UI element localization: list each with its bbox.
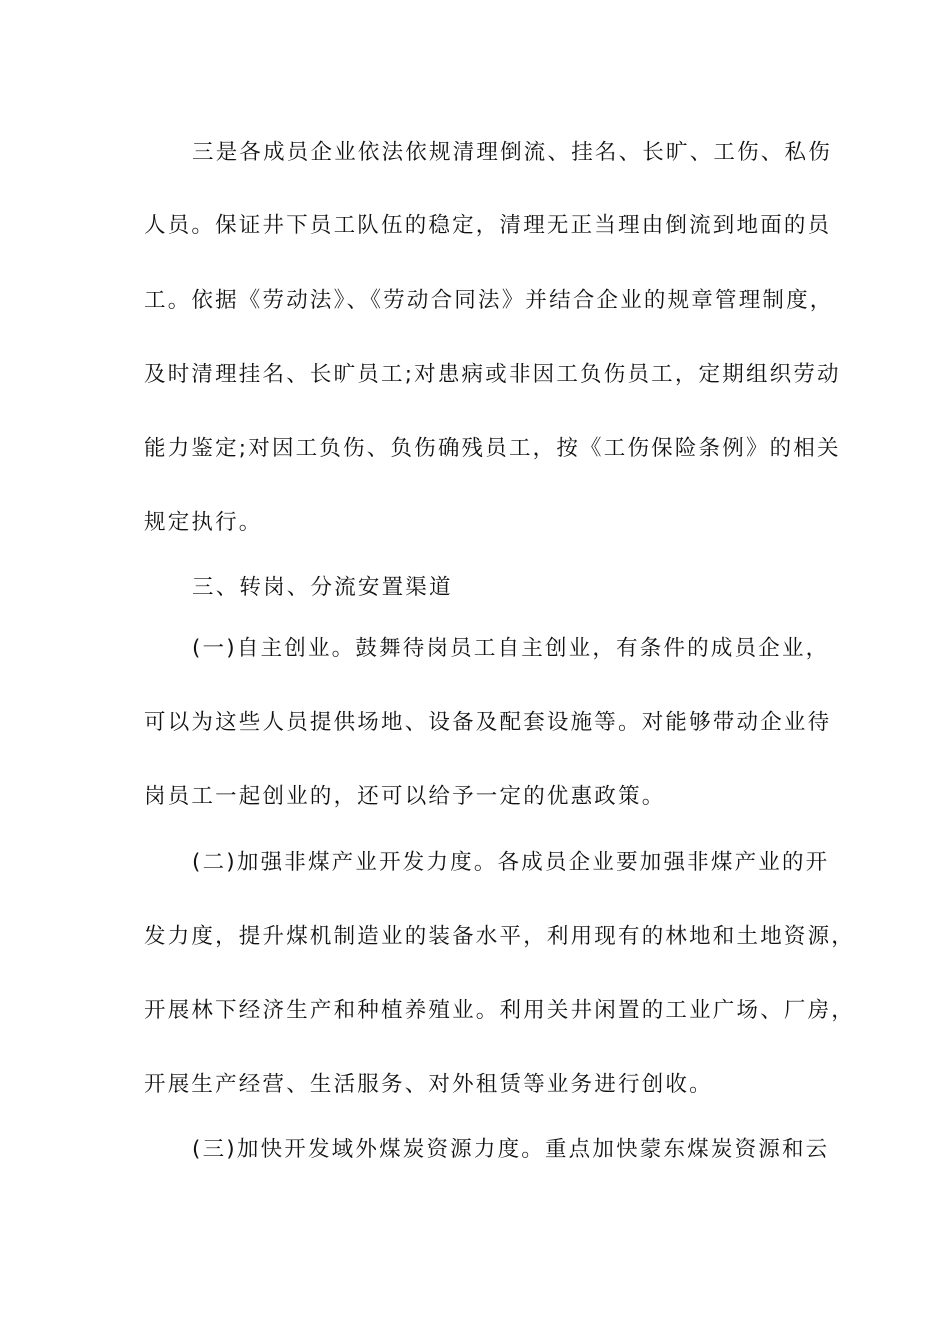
text-line: (三)加快开发域外煤炭资源力度。重点加快蒙东煤炭资源和云 bbox=[192, 1137, 830, 1162]
section-heading bbox=[0, 573, 950, 603]
text-line: 发力度，提升煤机制造业的装备水平，利用现有的林地和土地资源， bbox=[144, 924, 856, 949]
text-line: 岗员工一起创业的，还可以给予一定的优惠政策。 bbox=[144, 784, 666, 809]
text-line: 工。依据《劳动法》、《劳动合同法》并结合企业的规章管理制度， bbox=[144, 288, 834, 313]
text-line: (一)自主创业。鼓舞待岗员工自主创业，有条件的成员企业， bbox=[192, 636, 830, 661]
text-line: 开展生产经营、生活服务、对外租赁等业务进行创收。 bbox=[144, 1072, 713, 1097]
text-line: 规定执行。 bbox=[144, 510, 263, 535]
paragraph-line bbox=[0, 138, 950, 168]
paragraph-line bbox=[0, 996, 950, 1026]
text-line: 可以为这些人员提供场地、设备及配套设施等。对能够带动企业待 bbox=[144, 710, 832, 735]
paragraph-line bbox=[0, 1070, 950, 1100]
heading-text: 三、转岗、分流安置渠道 bbox=[192, 575, 453, 600]
paragraph-line bbox=[0, 634, 950, 664]
text-line: 三是各成员企业依法依规清理倒流、挂名、长旷、工伤、私伤 bbox=[192, 140, 832, 165]
paragraph-line bbox=[0, 434, 950, 464]
text-line: 开展林下经济生产和种植养殖业。利用关井闲置的工业广场、厂房， bbox=[144, 998, 856, 1023]
text-line: 及时清理挂名、长旷员工;对患病或非因工负伤员工，定期组织劳动 bbox=[144, 362, 841, 387]
paragraph-line bbox=[0, 286, 950, 316]
paragraph-line bbox=[0, 848, 950, 878]
paragraph-line bbox=[0, 1135, 950, 1165]
text-line: (二)加强非煤产业开发力度。各成员企业要加强非煤产业的开 bbox=[192, 850, 830, 875]
paragraph-line bbox=[0, 708, 950, 738]
paragraph-line bbox=[0, 782, 950, 812]
paragraph-line bbox=[0, 508, 950, 538]
text-line: 能力鉴定;对因工负伤、负伤确残员工，按《工伤保险条例》的相关 bbox=[144, 436, 841, 461]
paragraph-line bbox=[0, 360, 950, 390]
paragraph-line bbox=[0, 922, 950, 952]
paragraph-line bbox=[0, 211, 950, 241]
text-line: 人员。保证井下员工队伍的稳定，清理无正当理由倒流到地面的员 bbox=[144, 213, 832, 238]
